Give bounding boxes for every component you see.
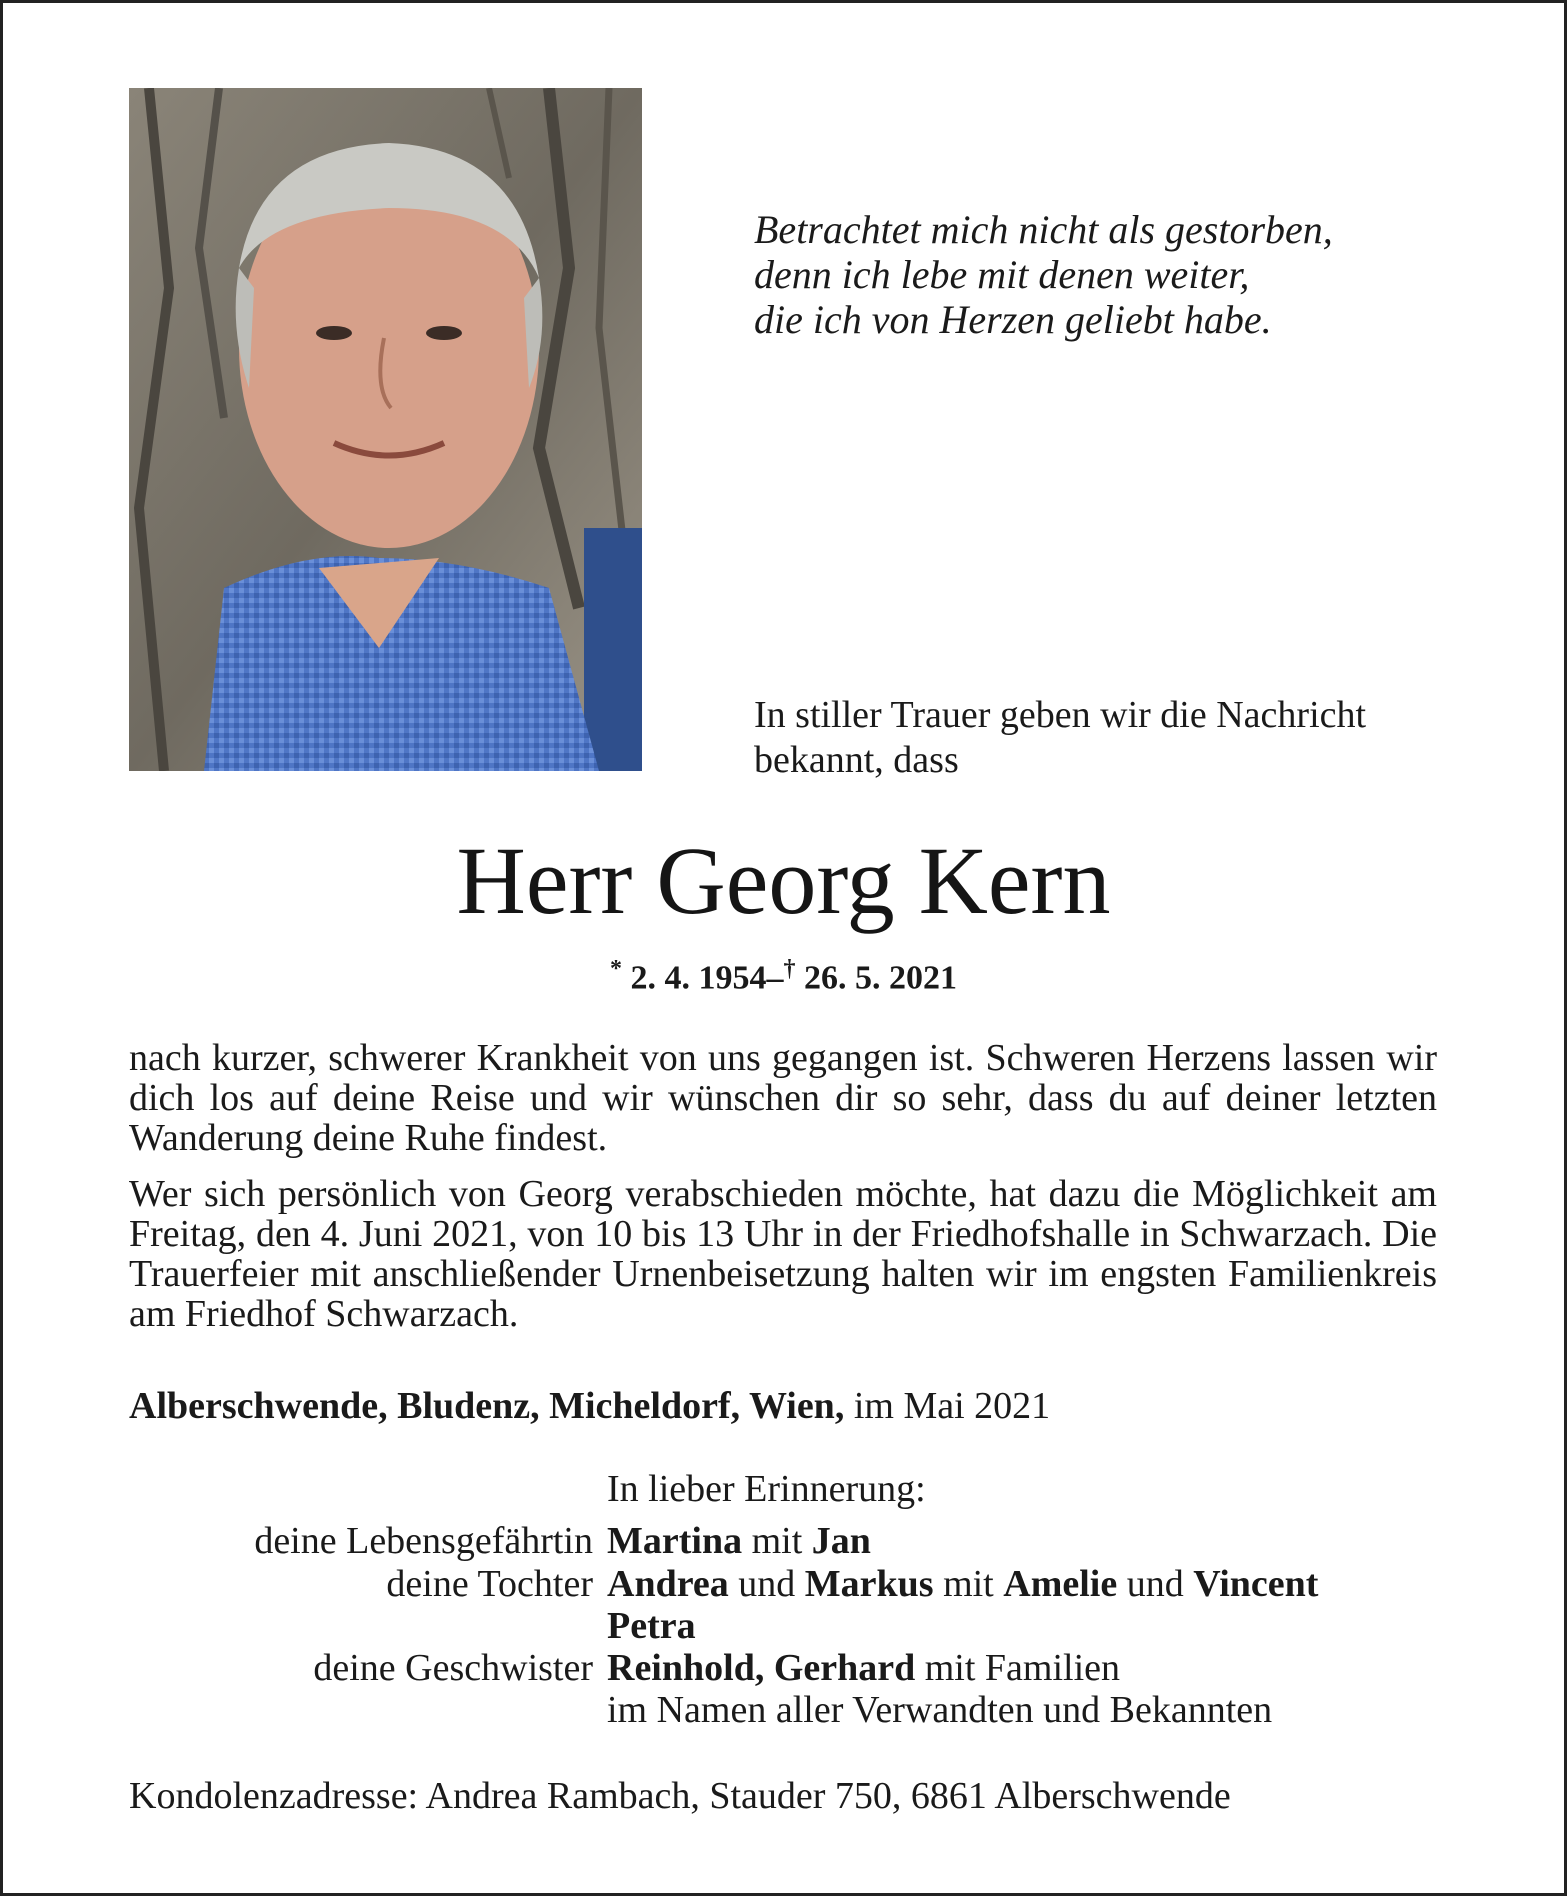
- family-names: Reinhold, Gerhard mit Familien: [607, 1647, 1121, 1689]
- relation-label: deine Geschwister: [313, 1647, 593, 1689]
- passing-paragraph: nach kurzer, schwerer Krankheit von uns gegangen ist. Schweren Herzens lassen wir dich los auf deine Reise und wir wünschen dir so sehr, dass du auf deiner letzten Wanderung deine Ruhe findest.: [129, 1037, 1437, 1159]
- family-row: [0, 1519, 1567, 1561]
- death-date: 26. 5. 2021: [804, 959, 957, 997]
- relation-label: deine Lebensgefährtin: [254, 1520, 593, 1562]
- remembrance-heading: In lieber Erinnerung:: [607, 1468, 926, 1510]
- deceased-name: Herr Georg Kern: [456, 827, 1111, 934]
- family-names: Andrea und Markus mit Amelie und Vincent: [607, 1563, 1319, 1605]
- notice-date: im Mai 2021: [853, 1385, 1051, 1427]
- family-row: [0, 1604, 1567, 1646]
- family-row: [0, 1562, 1567, 1604]
- relatives-line: im Namen aller Verwandten und Bekannten: [607, 1689, 1273, 1731]
- intro-line: bekannt, dass: [754, 739, 959, 781]
- memorial-quote: [754, 207, 1454, 342]
- quote-line: Betrachtet mich nicht als gestorben,: [754, 207, 1333, 252]
- birth-symbol: *: [610, 956, 622, 982]
- announcement-intro: [754, 693, 1474, 783]
- life-dates: [0, 956, 1567, 997]
- family-names: Petra: [607, 1605, 696, 1647]
- family-row: [0, 1688, 1567, 1730]
- birth-date: 2. 4. 1954: [630, 959, 767, 997]
- quote-line: denn ich lebe mit denen weiter,: [754, 252, 1250, 297]
- death-symbol: †: [783, 956, 796, 982]
- place-and-date: [129, 1384, 1050, 1428]
- relation-label: deine Tochter: [386, 1563, 593, 1605]
- condolence-address: Kondolenzadresse: Andrea Rambach, Stauder 750, 6861 Alberschwende: [129, 1775, 1231, 1817]
- date-dash: –: [766, 959, 784, 997]
- quote-line: die ich von Herzen geliebt habe.: [754, 297, 1272, 342]
- places: Alberschwende, Bludenz, Micheldorf, Wien,: [129, 1385, 845, 1427]
- family-names: Martina mit Jan: [607, 1520, 871, 1562]
- intro-line: In stiller Trauer geben wir die Nachricht: [754, 694, 1367, 736]
- portrait-photo: [129, 88, 642, 771]
- farewell-paragraph: Wer sich persönlich von Georg verabschieden möchte, hat dazu die Möglichkeit am Freitag, den 4. Juni 2021, von 10 bis 13 Uhr in der Friedhofshalle in Schwarzach. Die Trauerfeier mit anschließender Urnenbeisetzung halten wir im engsten Familienkreis am Friedhof Schwarzach.: [129, 1173, 1437, 1335]
- family-row: [0, 1646, 1567, 1688]
